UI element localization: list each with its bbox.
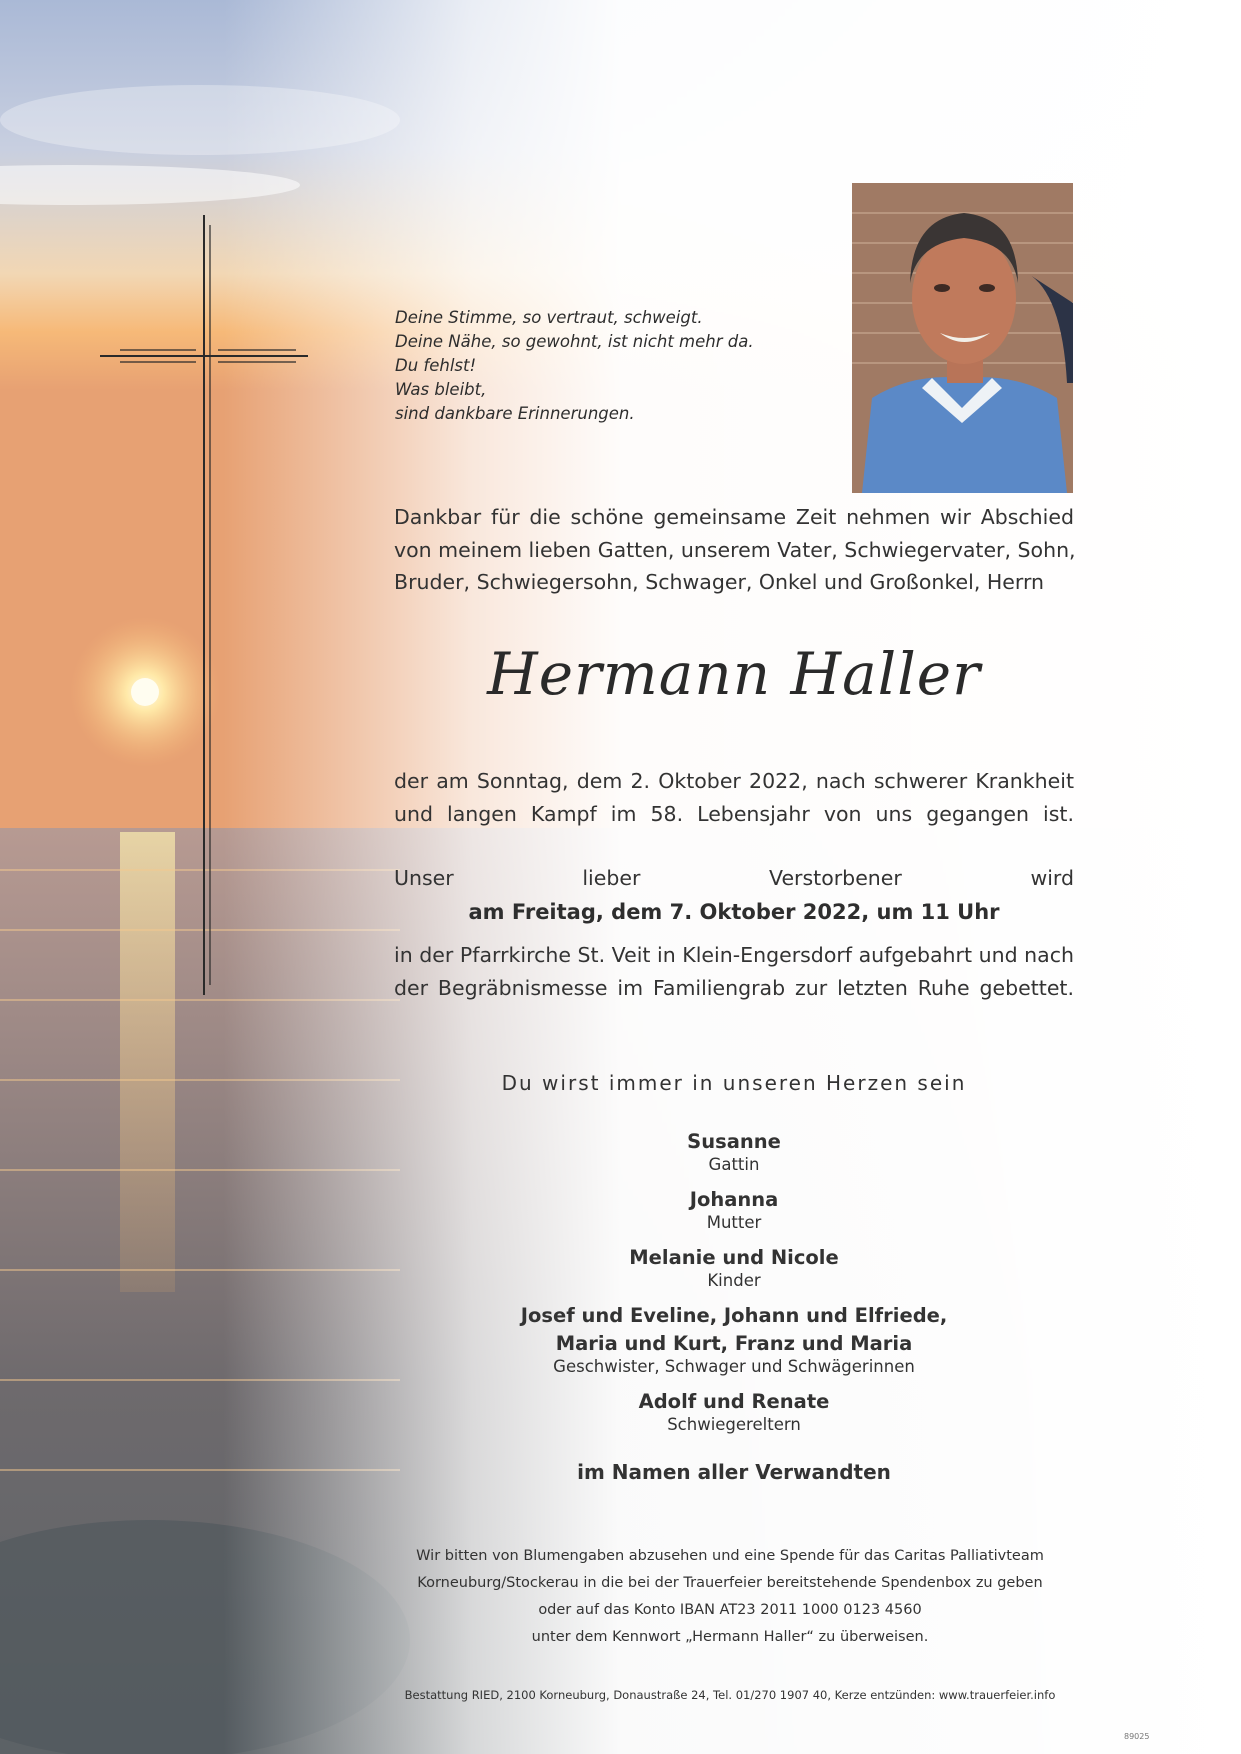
donation-note	[370, 1543, 1090, 1651]
funeral-details-line: in der Pfarrkirche St. Veit in Klein-Engersdorf aufgebahrt und nach	[394, 943, 1074, 967]
intro-line: Dankbar für die schöne gemeinsame Zeit nehmen wir Abschied	[394, 505, 1074, 529]
mourner-names: Melanie und Nicole	[629, 1246, 839, 1269]
deceased-name: Hermann Haller	[487, 640, 981, 708]
mourner-group	[394, 1388, 1074, 1434]
funeral-intro-line: Unser lieber Verstorbener wird	[394, 866, 1074, 890]
mourner-group	[394, 1186, 1074, 1232]
mourner-names: Susanne	[687, 1130, 781, 1153]
mourner-relation: Gattin	[708, 1155, 760, 1174]
death-notice	[394, 765, 1074, 830]
poem-line: sind dankbare Erinnerungen.	[395, 404, 635, 423]
death-notice-line: und langen Kampf im 58. Lebensjahr von uns gegangen ist.	[394, 801, 1074, 826]
mourner-group	[394, 1302, 1074, 1376]
donation-line: Wir bitten von Blumengaben abzusehen und eine Spende für das Caritas Palliativteam	[416, 1548, 1044, 1564]
funeral-intro	[394, 862, 1074, 895]
donation-line: oder auf das Konto IBAN AT23 2011 1000 0123 4560	[538, 1602, 922, 1618]
mourners-list	[394, 1128, 1074, 1446]
poem-line: Deine Stimme, so vertraut, schweigt.	[395, 308, 703, 327]
portrait-photo	[852, 183, 1073, 493]
death-notice-line: der am Sonntag, dem 2. Oktober 2022, nach schwerer Krankheit	[394, 769, 1074, 793]
mourner-relation: Geschwister, Schwager und Schwägerinnen	[553, 1357, 915, 1376]
mourner-names: Josef und Eveline, Johann und Elfriede,	[520, 1304, 948, 1327]
poem-line: Was bleibt,	[395, 380, 487, 399]
donation-line: unter dem Kennwort „Hermann Haller“ zu überweisen.	[531, 1629, 929, 1645]
mourner-names: Adolf und Renate	[638, 1390, 830, 1413]
behalf-line: im Namen aller Verwandten	[577, 1460, 891, 1484]
funeral-date: am Freitag, dem 7. Oktober 2022, um 11 Uhr	[468, 900, 1000, 924]
funeral-details	[394, 939, 1074, 1004]
heart-line: Du wirst immer in unseren Herzen sein	[501, 1071, 967, 1095]
poem-line: Du fehlst!	[395, 356, 477, 375]
print-code: 89025	[1124, 1732, 1150, 1741]
intro-paragraph	[394, 501, 1074, 599]
mourner-relation: Mutter	[706, 1213, 762, 1232]
mourner-relation: Schwiegereltern	[667, 1415, 801, 1434]
footer-undertaker: Bestattung RIED, 2100 Korneuburg, Donaustraße 24, Tel. 01/270 1907 40, Kerze entzünden: www.trauerfeier.info	[404, 1688, 1056, 1702]
mourner-group	[394, 1244, 1074, 1290]
mourner-names: Johanna	[689, 1188, 779, 1211]
mourner-group	[394, 1128, 1074, 1174]
mourner-relation: Kinder	[707, 1271, 761, 1290]
cross-icon	[100, 215, 315, 995]
intro-line: Bruder, Schwiegersohn, Schwager, Onkel und Großonkel, Herrn	[394, 570, 1045, 594]
donation-line: Korneuburg/Stockerau in die bei der Trauerfeier bereitstehende Spendenbox zu geben	[417, 1575, 1043, 1591]
funeral-details-line: der Begräbnismesse im Familiengrab zur letzten Ruhe gebettet.	[394, 975, 1074, 1000]
poem-line: Deine Nähe, so gewohnt, ist nicht mehr da.	[395, 332, 754, 351]
mourner-names: Maria und Kurt, Franz und Maria	[555, 1332, 913, 1355]
intro-line: von meinem lieben Gatten, unserem Vater, Schwiegervater, Sohn,	[394, 537, 1076, 562]
poem	[395, 306, 815, 426]
